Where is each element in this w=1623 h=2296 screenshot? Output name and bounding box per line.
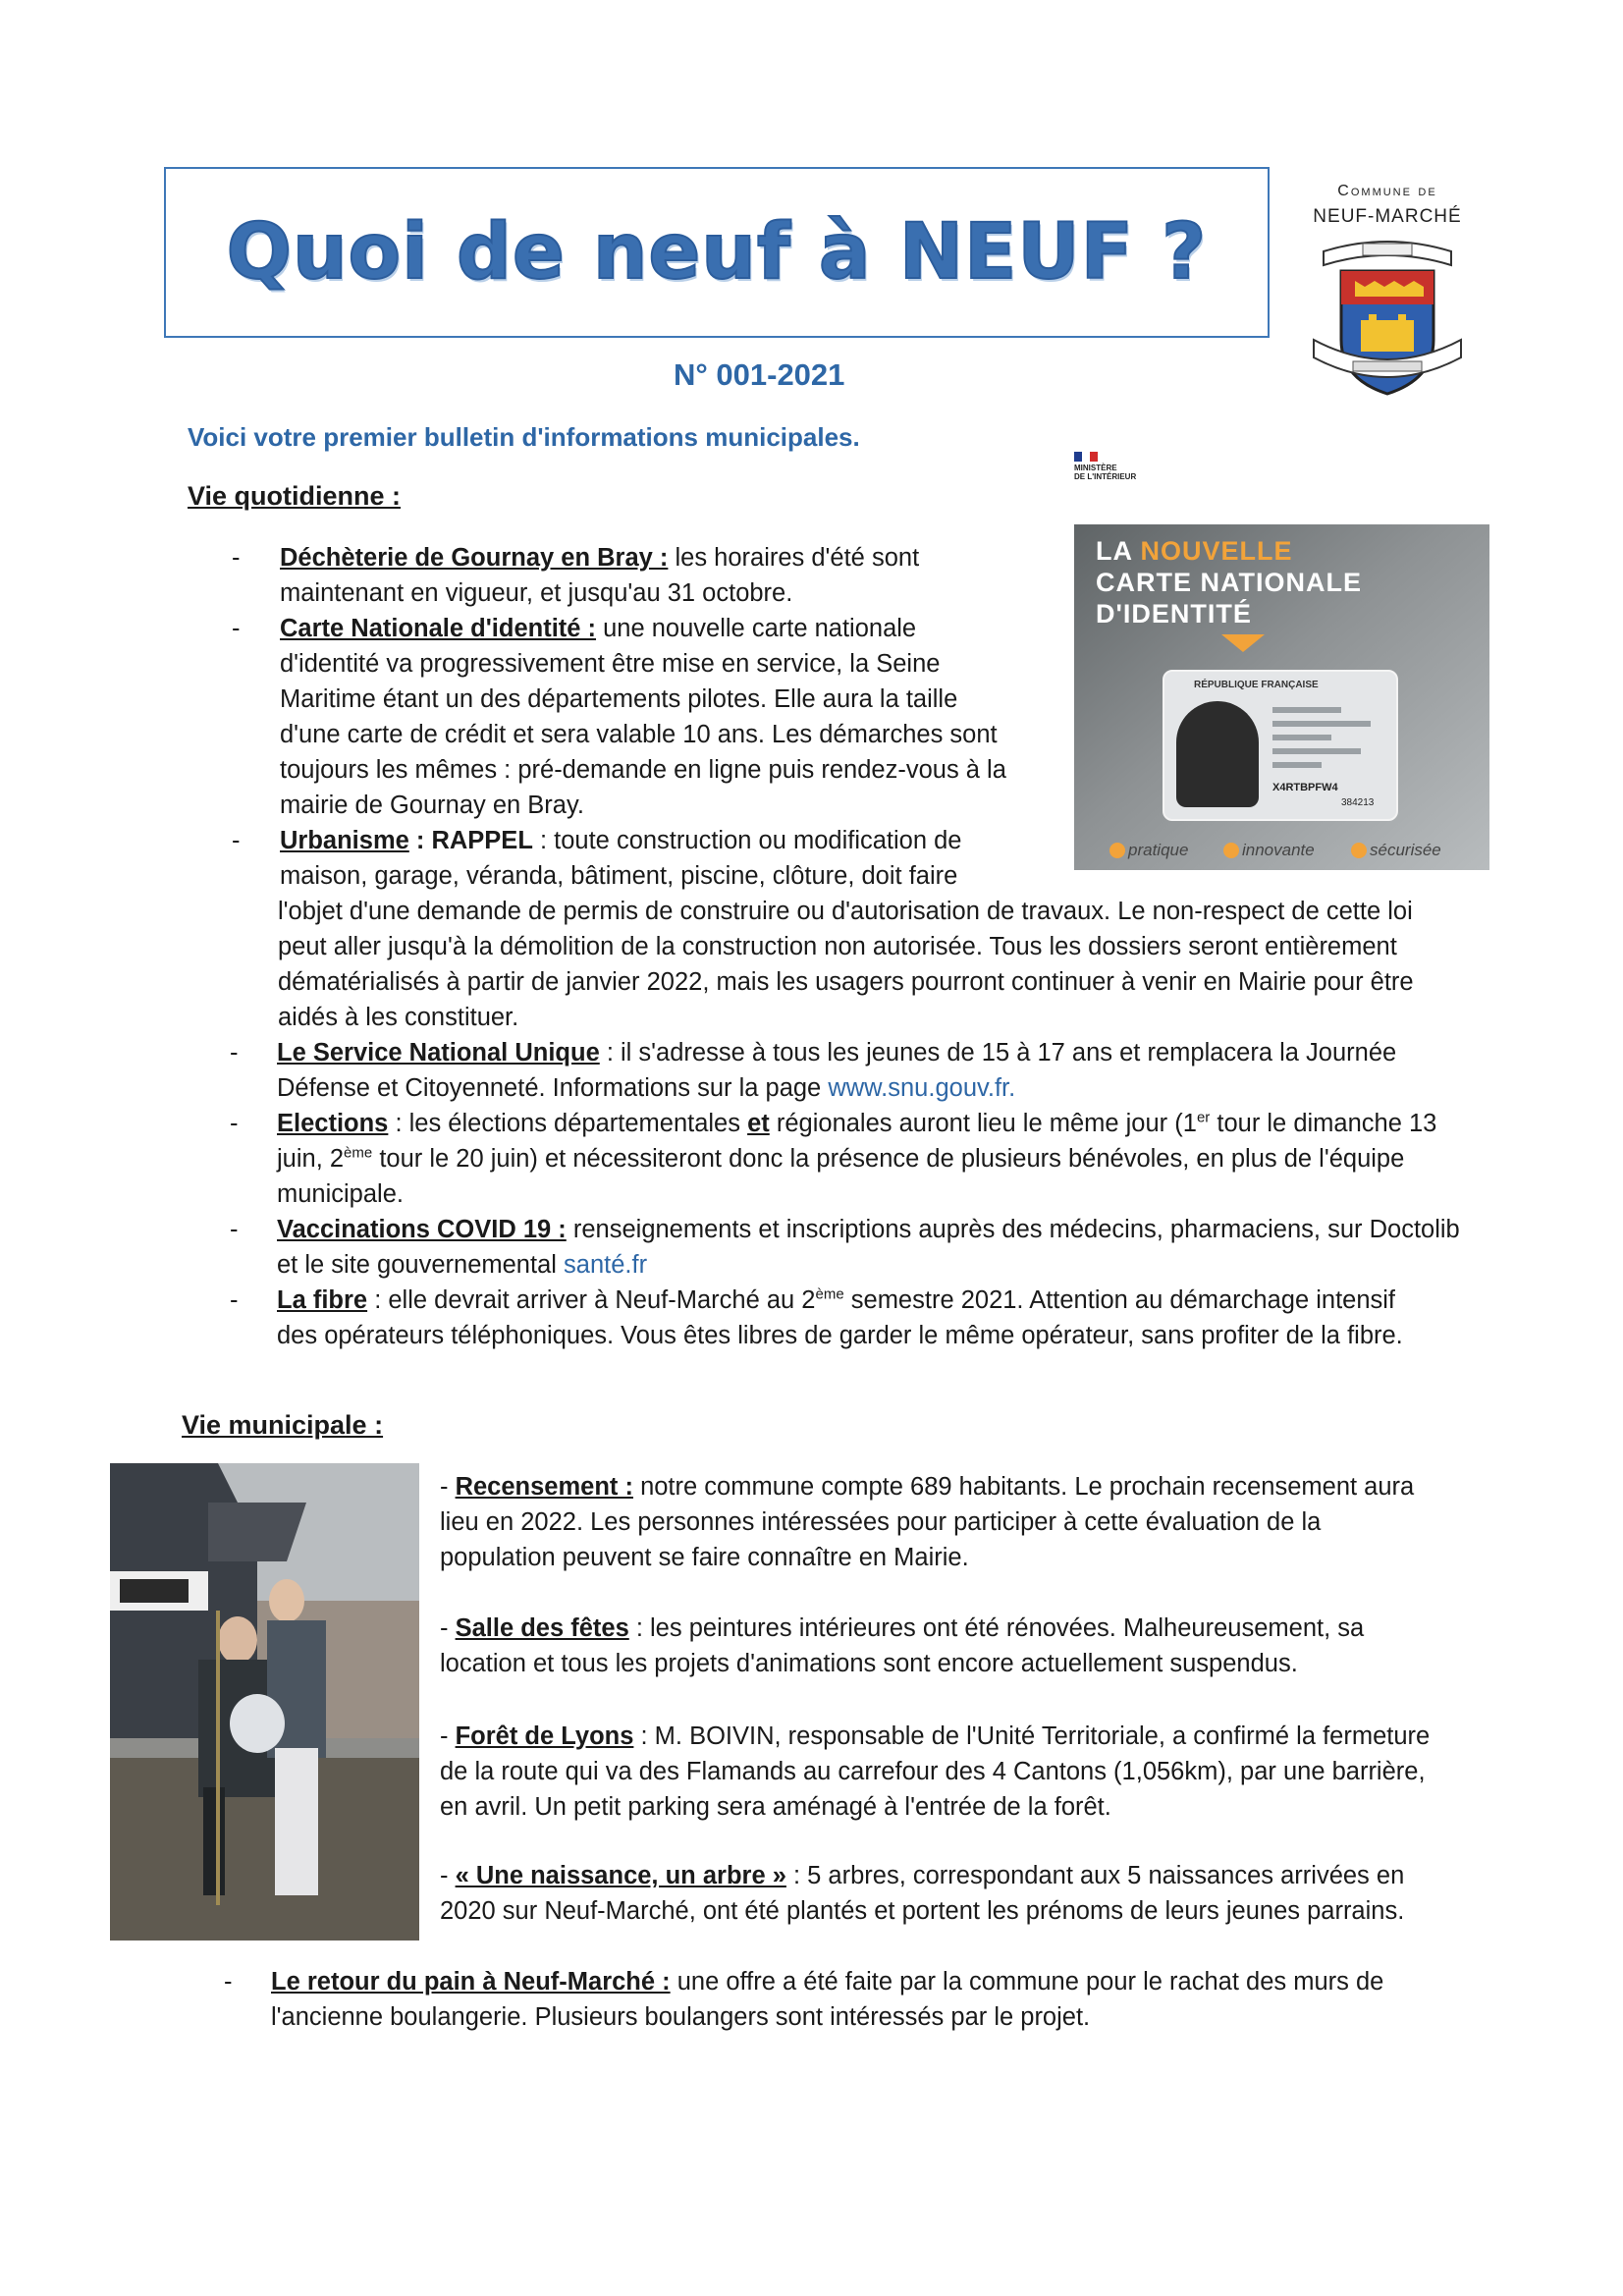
ministry-label [1074,452,1136,481]
commune-label: Commune de [1337,183,1437,199]
naissance-label: « Une naissance, un arbre » [455,1862,786,1889]
sante-link[interactable]: santé.fr [564,1251,648,1279]
photo-illustration [110,1463,419,1941]
welcome-text: Voici votre premier bulletin d'informations municipales. [188,422,860,452]
item-urbanisme-head: Urbanisme : RAPPEL : toute construction ou modification de maison, garage, véranda, bâtiment, piscine, clôture, doit faire [280,827,962,890]
covid-label: Vaccinations COVID 19 : [277,1216,567,1243]
cni-label: Carte Nationale d'identité : [280,615,597,642]
cni-arrow-icon [1221,634,1265,652]
recensement-label: Recensement : [455,1473,633,1501]
snu-link[interactable]: www.snu.gouv.fr. [828,1074,1016,1102]
card-number: 384213 [1341,797,1375,808]
urbanisme-label: Urbanisme [280,827,409,854]
dechetterie-label: Déchèterie de Gournay en Bray : [280,544,669,572]
card-field [1272,735,1331,740]
cni-tag-1: pratique [1128,841,1189,859]
item-naissance: - « Une naissance, un arbre » : 5 arbres, correspondant aux 5 naissances arrivées en 2020 sur Neuf-Marché, ont été plantés et portent les prénoms de leurs jeunes parrains. [440,1862,1405,1925]
item-foret: - Forêt de Lyons : M. BOIVIN, responsable de l'Unité Territoriale, a confirmé la fermeture de la route qui va des Flamands au carrefour des 4 Cantons (1,056km), par une barrière, en avril. Un petit parking sera aménagé à l'entrée de la forêt. [440,1722,1431,1821]
cni-image [1074,524,1489,870]
cni-tag-3: sécurisée [1370,841,1441,859]
section-heading-vie-municipale: Vie municipale : [182,1410,384,1440]
section-heading-vie-quotidienne: Vie quotidienne : [188,481,402,511]
fibre-label: La fibre [277,1286,368,1314]
page-title: Quoi de neuf à NEUF ? [226,208,1208,297]
cni-headline-3: D'IDENTITÉ [1096,599,1252,629]
bullet-icon [1351,843,1367,858]
item-cni: Carte Nationale d'identité : une nouvelle carte nationale d'identité va progressivement être mise en service, la Seine Maritime étant un des départements pilotes. Elle aura la taille d'une carte de crédit et sera valable 10 ans. Les démarches sont toujours les mêmes : pré-demande en ligne puis rendez-vous à la mairie de Gournay en Bray. [280,615,1006,819]
ministry-line-1: MINISTÈRE [1074,464,1117,472]
item-salle: - Salle des fêtes : les peintures intérieures ont été rénovées. Malheureusement, sa location et tous les projets d'animations sont encore actuellement suspendus. [440,1614,1365,1677]
item-snu: Le Service National Unique : il s'adresse à tous les jeunes de 15 à 17 ans et remplacera la Journée Défense et Citoyenneté. Informations sur la page www.snu.gouv.fr. [277,1039,1397,1102]
card-field [1272,707,1341,713]
item-fibre: La fibre : elle devrait arriver à Neuf-Marché au 2ème semestre 2021. Attention au démarchage intensif des opérateurs téléphoniques. Vous êtes libres de garder le même opérateur, sans profiter de la fibre. [277,1285,1403,1349]
card-field [1272,762,1322,768]
cni-headline-1: LA NOUVELLE [1096,536,1293,566]
item-dechetterie [280,540,1065,611]
issue-number: N° 001-2021 [674,357,845,392]
bullet-icon [1109,843,1125,858]
bullet-icon [1223,843,1239,858]
card-field [1272,721,1371,727]
commune-logo [1304,183,1471,409]
cni-headline-2: CARTE NATIONALE [1096,568,1362,597]
foret-label: Forêt de Lyons [455,1722,634,1750]
card-header: RÉPUBLIQUE FRANÇAISE [1194,680,1319,690]
flag-icon [1074,452,1098,462]
item-recensement: - Recensement : notre commune compte 689 habitants. Le prochain recensement aura lieu en 2022. Les personnes intéressées pour participer à cette évaluation de la population peuvent se faire connaître en Mairie. [440,1473,1415,1571]
coat-of-arms-icon [1304,232,1471,409]
card-portrait-icon [1176,701,1259,807]
ministry-line-2: DE L'INTÉRIEUR [1074,472,1137,481]
item-urbanisme-body: l'objet d'une demande de permis de construire ou d'autorisation de travaux. Le non-respect de cette loi peut aller jusqu'à la démolition de la construction non autorisée. Tous les dossiers seront entièrement dématérialisés à partir de janvier 2022, mais les usagers pourront continuer à venir en Mairie pour être aidés à les constituer. [278,898,1414,1031]
elections-label: Elections [277,1110,389,1137]
cni-tag-2: innovante [1242,841,1315,859]
id-card [1163,670,1398,821]
pain-label: Le retour du pain à Neuf-Marché : [271,1968,671,1995]
tree-planting-photo [110,1463,419,1941]
item-pain: Le retour du pain à Neuf-Marché : une offre a été faite par la commune pour le rachat des murs de l'ancienne boulangerie. Plusieurs boulangers sont intéressés par le projet. [271,1968,1384,2031]
salle-label: Salle des fêtes [455,1614,629,1642]
item-elections: Elections : les élections départementales et régionales auront lieu le même jour (1er tour le dimanche 13 juin, 2ème tour le 20 juin) et nécessiteront donc la présence de plusieurs bénévoles, en plus de l'équipe municipale. [277,1109,1437,1208]
item-covid: Vaccinations COVID 19 : renseignements et inscriptions auprès des médecins, pharmaciens, sur Doctolib et le site gouvernemental santé.fr [277,1216,1460,1279]
card-field [1272,748,1361,754]
dechetterie-text: maintenant en vigueur, et jusqu'au 31 octobre. [280,579,793,607]
title-box [164,167,1270,338]
card-code: X4RTBPFW4 [1272,782,1338,793]
snu-label: Le Service National Unique [277,1039,600,1066]
dechetterie-text: les horaires d'été sont [668,544,920,572]
commune-name: NEUF-MARCHÉ [1313,206,1462,227]
